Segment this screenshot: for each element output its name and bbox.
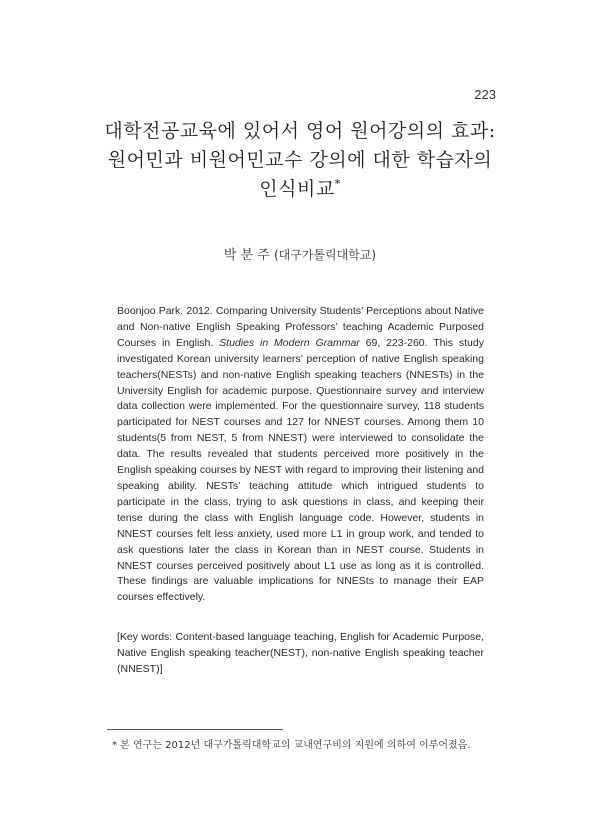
footnote: * 본 연구는 2012년 대구가톨릭대학교의 교내연구비의 지원에 의하여 이루어졌음. — [112, 740, 471, 751]
author-affiliation: (대구가톨릭대학교) — [273, 248, 377, 262]
title-footnote-marker[interactable]: * — [334, 177, 341, 191]
paper-title — [80, 117, 520, 204]
title-line-1: 대학전공교육에 있어서 영어 원어강의의 효과: — [104, 120, 496, 142]
journal-name: Studies in Modern Grammar — [219, 336, 360, 349]
page-number: 223 — [474, 87, 496, 102]
author-line — [100, 244, 500, 263]
title-line-3 — [80, 175, 520, 204]
author-name: 박 분 주 — [223, 248, 270, 263]
title-line-3-text: 인식비교 — [259, 178, 335, 200]
abstract-body: This study investigated Korean university learners’ perception of native English speaking teachers(NESTs) and non-native English speaking teachers (NNESTs) in the University English for academic purpose. Questionnaire survey and interview data collection were implemented. For the questionnaire survey, 118 students participated for NEST courses and 127 for NNEST courses. Among them 10 students(5 from NEST, 5 from NNEST) were interviewed to consolidate the data. The results revealed that students perceived more positively in the English speaking courses by NEST with regard to improving their listening and speaking ability. NESTs’ teaching attitude which intrigued students to participate in the class, trying to ask questions in class, and keeping their tense during the class with English language code. However, students in NNEST courses felt less anxiety, used more L1 in group work, and tended to ask questions later the class in Korean than in NEST course. Students in NNEST courses perceived positively about L1 use as long as it is controlled. These findings are valuable implications for NNESts to manage their EAP courses effectively. — [117, 336, 484, 604]
title-line-2: 원어민과 비원어민교수 강의에 대한 학습자의 — [107, 149, 493, 171]
footnote-divider — [107, 729, 283, 730]
citation-suffix: 69, 223-260. — [365, 336, 428, 349]
keywords: [Key words: Content-based language teaching, English for Academic Purpose, Native English speaking teacher(NEST), non-native English speaking teacher (NNEST)] — [117, 631, 484, 675]
citation-prefix: Boonjoo Park. 2012. Comparing University Students’ Perceptions about Native and Non-native English Speaking Professors’ teaching Academic Purposed Courses in English. — [117, 305, 484, 349]
abstract — [117, 304, 484, 606]
